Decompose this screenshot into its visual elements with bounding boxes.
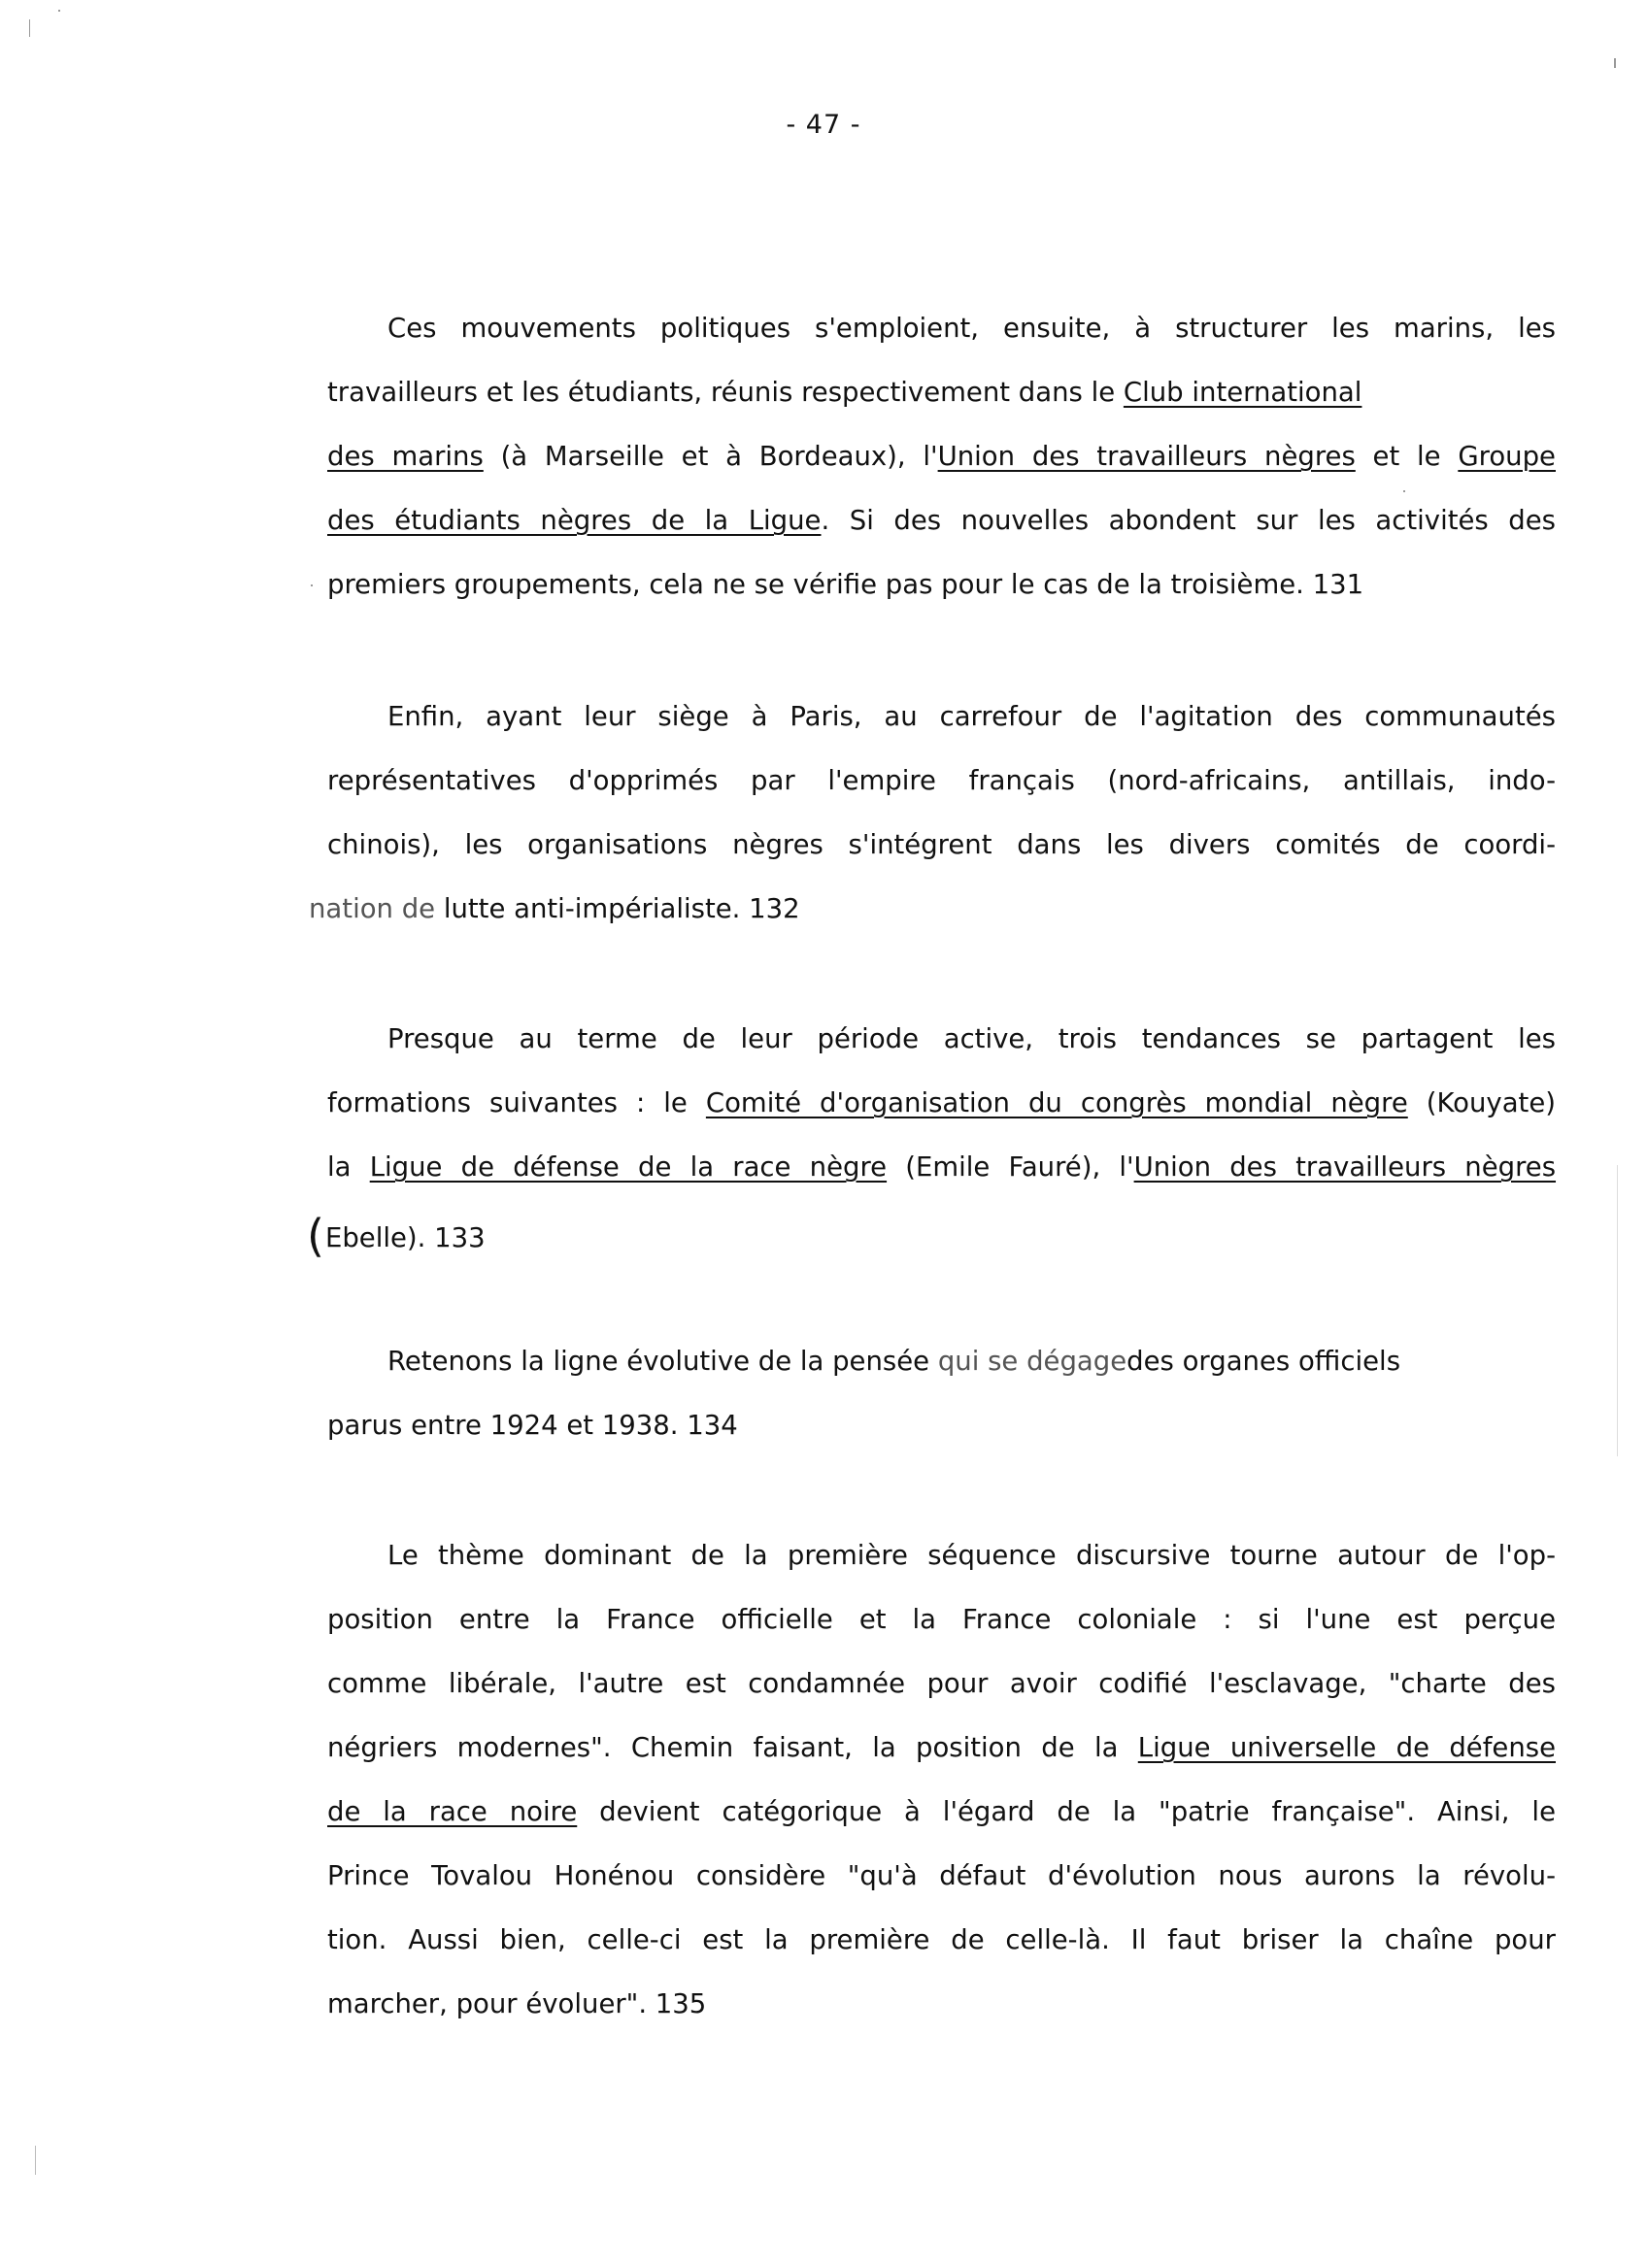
paragraph-5-line-7: tion. Aussi bien, celle-ci est la première de celle-là. Il faut briser la chaîne pour (327, 1924, 1556, 1955)
paragraph-1-line-5: premiers groupements, cela ne se vérifie pas pour le cas de la troisième. 131 (327, 569, 1364, 600)
paragraph-3-line-4: (Ebelle). 133 (307, 1210, 486, 1262)
paragraph-4-line-2: parus entre 1924 et 1938. 134 (327, 1410, 738, 1441)
handwritten-bracket: ( (307, 1210, 324, 1262)
scan-speck (29, 19, 30, 37)
paragraph-2-line-1: Enfin, ayant leur siège à Paris, au carrefour de l'agitation des communautés (387, 701, 1556, 732)
paragraph-2-line-4: nation de lutte anti-impérialiste. 132 (309, 893, 800, 924)
scan-speck (35, 2146, 36, 2175)
paragraph-1-line-2: travailleurs et les étudiants, réunis respectivement dans le Club international (327, 377, 1362, 408)
groupe-underlined: Groupe (1458, 441, 1556, 472)
paragraph-2-line-2: représentatives d'opprimés par l'empire français (nord-africains, antillais, indo- (327, 765, 1556, 796)
scan-speck (311, 584, 313, 586)
paragraph-5-line-4: négriers modernes". Chemin faisant, la position de la Ligue universelle de défense (327, 1732, 1556, 1763)
club-international-underlined: Club international (1123, 377, 1362, 408)
scan-speck (1617, 1165, 1618, 1456)
paragraph-2-line-3: chinois), les organisations nègres s'intégrent dans les divers comités de coordi- (327, 829, 1556, 860)
paragraph-1-line-4: des étudiants nègres de la Ligue. Si des nouvelles abondent sur les activités des (327, 505, 1556, 536)
paragraph-1-line-1: Ces mouvements politiques s'emploient, ensuite, à structurer les marins, les (387, 313, 1556, 344)
race-noire-underlined: de la race noire (327, 1796, 578, 1827)
ligue-defense-underlined: Ligue de défense de la race nègre (369, 1151, 888, 1183)
page-number: - 47 - (786, 110, 861, 140)
paragraph-5-line-8: marcher, pour évoluer". 135 (327, 1988, 707, 2019)
paragraph-5-line-6: Prince Tovalou Honénou considère "qu'à défaut d'évolution nous aurons la révolu- (327, 1860, 1556, 1891)
paragraph-3-line-1: Presque au terme de leur période active, trois tendances se partagent les (387, 1023, 1556, 1054)
scan-speck (1403, 490, 1405, 492)
ligue-universelle-underlined: Ligue universelle de défense (1137, 1732, 1556, 1763)
paragraph-5-line-1: Le thème dominant de la première séquence discursive tourne autour de l'op- (387, 1540, 1556, 1571)
paragraph-5-line-5: de la race noire devient catégorique à l'égard de la "patrie française". Ainsi, le (327, 1796, 1556, 1827)
comite-organisation-underlined: Comité d'organisation du congrès mondial nègre (705, 1087, 1408, 1118)
paragraph-3-line-3: la Ligue de défense de la race nègre (Emile Fauré), l'Union des travailleurs nègres (327, 1151, 1557, 1183)
paragraph-4-line-1: Retenons la ligne évolutive de la pensée qui se dégagedes organes officiels (387, 1346, 1401, 1377)
paragraph-1-line-3: des marins (à Marseille et à Bordeaux), l'Union des travailleurs nègres et le Groupe (327, 441, 1556, 472)
scan-speck (58, 10, 60, 12)
paragraph-3-line-2: formations suivantes : le Comité d'organisation du congrès mondial nègre (Kouyate) (327, 1087, 1556, 1118)
paragraph-5-line-2: position entre la France officielle et la France coloniale : si l'une est perçue (327, 1604, 1556, 1635)
union-travailleurs-underlined: Union des travailleurs nègres (937, 441, 1356, 472)
scan-speck (1614, 58, 1616, 68)
paragraph-5-line-3: comme libérale, l'autre est condamnée pour avoir codifié l'esclavage, "charte des (327, 1668, 1556, 1699)
union-travailleurs-underlined-2: Union des travailleurs nègres (1133, 1151, 1557, 1183)
